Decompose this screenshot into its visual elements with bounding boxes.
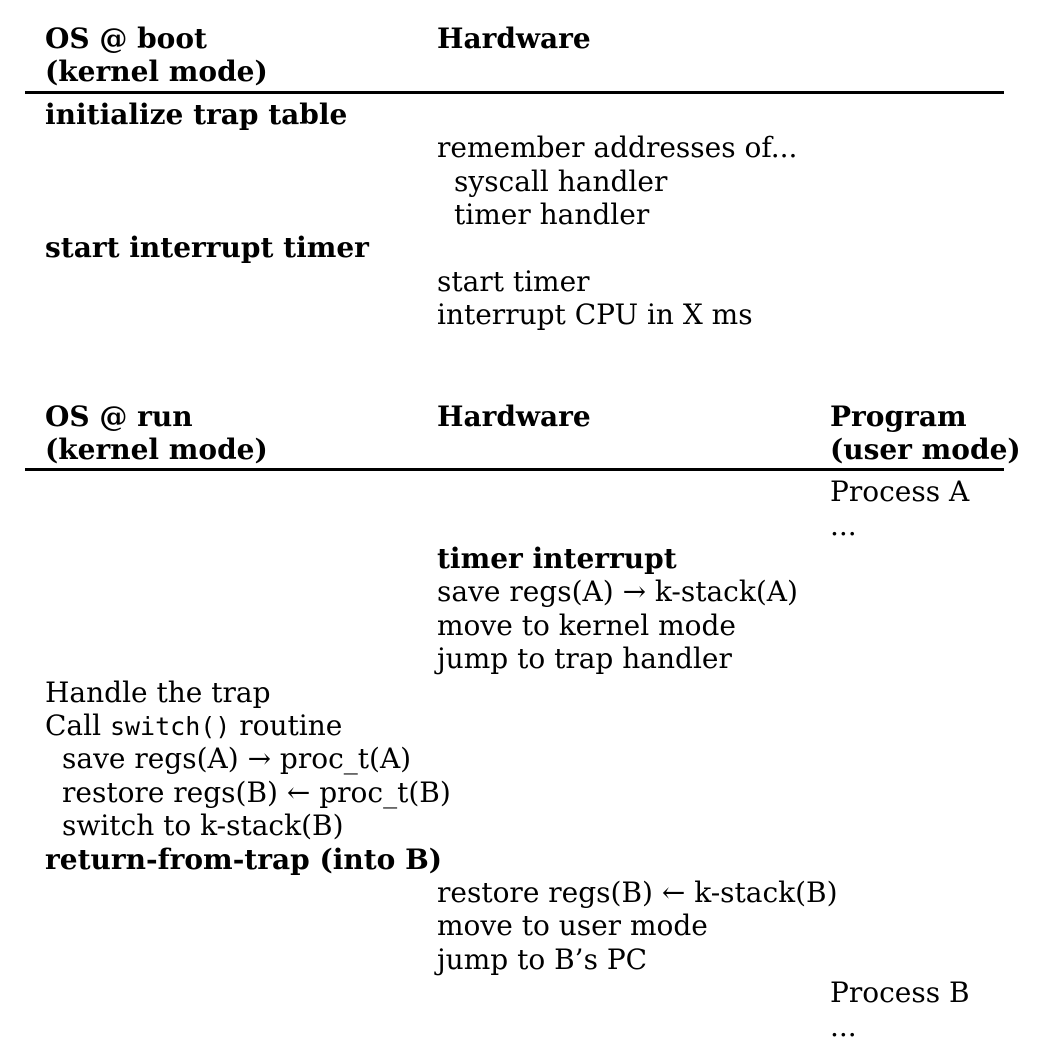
- table-row: [0, 231, 1038, 264]
- run-program-header-line2: (user mode): [830, 432, 1021, 466]
- program-column-text: ...: [830, 1009, 857, 1043]
- table-row: [0, 198, 1038, 231]
- run-program-header-line1: Program: [830, 399, 967, 433]
- table-row: [0, 98, 1038, 131]
- hardware-column-text: interrupt CPU in X ms: [437, 298, 753, 332]
- hardware-column-text: remember addresses of...: [437, 131, 798, 165]
- run-header-row-2: [0, 433, 1038, 466]
- table-row: [0, 298, 1038, 331]
- program-column-text: Process A: [830, 475, 970, 509]
- hardware-column-text: jump to trap handler: [437, 642, 732, 676]
- table-row: [0, 475, 1038, 508]
- table-row: [0, 509, 1038, 542]
- os-column-text: Handle the trap: [45, 675, 271, 709]
- table-row: [0, 609, 1038, 642]
- table-row: [0, 542, 1038, 575]
- table-row: [0, 776, 1038, 809]
- os-column-text: switch to k-stack(B): [62, 809, 344, 843]
- table-row: [0, 575, 1038, 608]
- table-row: [0, 843, 1038, 876]
- table-row: [0, 943, 1038, 976]
- run-os-header-line2: (kernel mode): [45, 432, 268, 466]
- hardware-column-text: timer interrupt: [437, 542, 677, 576]
- boot-table-header-rule: [25, 91, 1004, 94]
- hardware-column-text: syscall handler: [454, 164, 668, 198]
- section-gap: [0, 332, 1038, 400]
- program-column-text: ...: [830, 508, 857, 542]
- hardware-column-text: restore regs(B) ← k-stack(B): [437, 875, 838, 909]
- boot-os-header-line1: OS @ boot: [45, 22, 207, 55]
- code-text: switch(): [109, 712, 231, 742]
- os-column-text: [45, 709, 342, 743]
- hardware-column-text: start timer: [437, 264, 590, 298]
- text-part: Call: [45, 709, 110, 743]
- os-column-text: return-from-trap (into B): [45, 842, 442, 876]
- os-column-text: save regs(A) → proc_t(A): [62, 742, 412, 776]
- table-row: [0, 676, 1038, 709]
- os-column-text: start interrupt timer: [45, 231, 369, 265]
- table-row: [0, 265, 1038, 298]
- hardware-column-text: timer handler: [454, 197, 650, 231]
- table-row: [0, 131, 1038, 164]
- boot-header-row-2: [0, 55, 1038, 88]
- table-row: [0, 809, 1038, 842]
- table-row: [0, 165, 1038, 198]
- run-table: [0, 400, 1038, 1043]
- run-os-header-line1: OS @ run: [45, 399, 193, 433]
- program-column-text: Process B: [830, 976, 970, 1010]
- os-column-text: restore regs(B) ← proc_t(B): [62, 775, 451, 809]
- table-row: [0, 642, 1038, 675]
- boot-header-row-1: [0, 22, 1038, 55]
- run-header-row-1: [0, 400, 1038, 433]
- hardware-column-text: move to user mode: [437, 909, 708, 943]
- hardware-column-text: move to kernel mode: [437, 608, 736, 642]
- boot-hardware-header: Hardware: [437, 22, 591, 55]
- boot-table: [0, 22, 1038, 332]
- run-hardware-header: Hardware: [437, 399, 591, 433]
- table-row: [0, 976, 1038, 1009]
- table-row: [0, 876, 1038, 909]
- run-table-header-rule: [25, 468, 1004, 471]
- table-row: [0, 742, 1038, 775]
- hardware-column-text: jump to B’s PC: [437, 942, 648, 976]
- os-column-text: initialize trap table: [45, 97, 348, 131]
- table-row: [0, 1010, 1038, 1043]
- table-row: [0, 909, 1038, 942]
- text-part: routine: [230, 709, 343, 743]
- hardware-column-text: save regs(A) → k-stack(A): [437, 575, 798, 609]
- table-row: [0, 709, 1038, 742]
- boot-os-header-line2: (kernel mode): [45, 55, 268, 89]
